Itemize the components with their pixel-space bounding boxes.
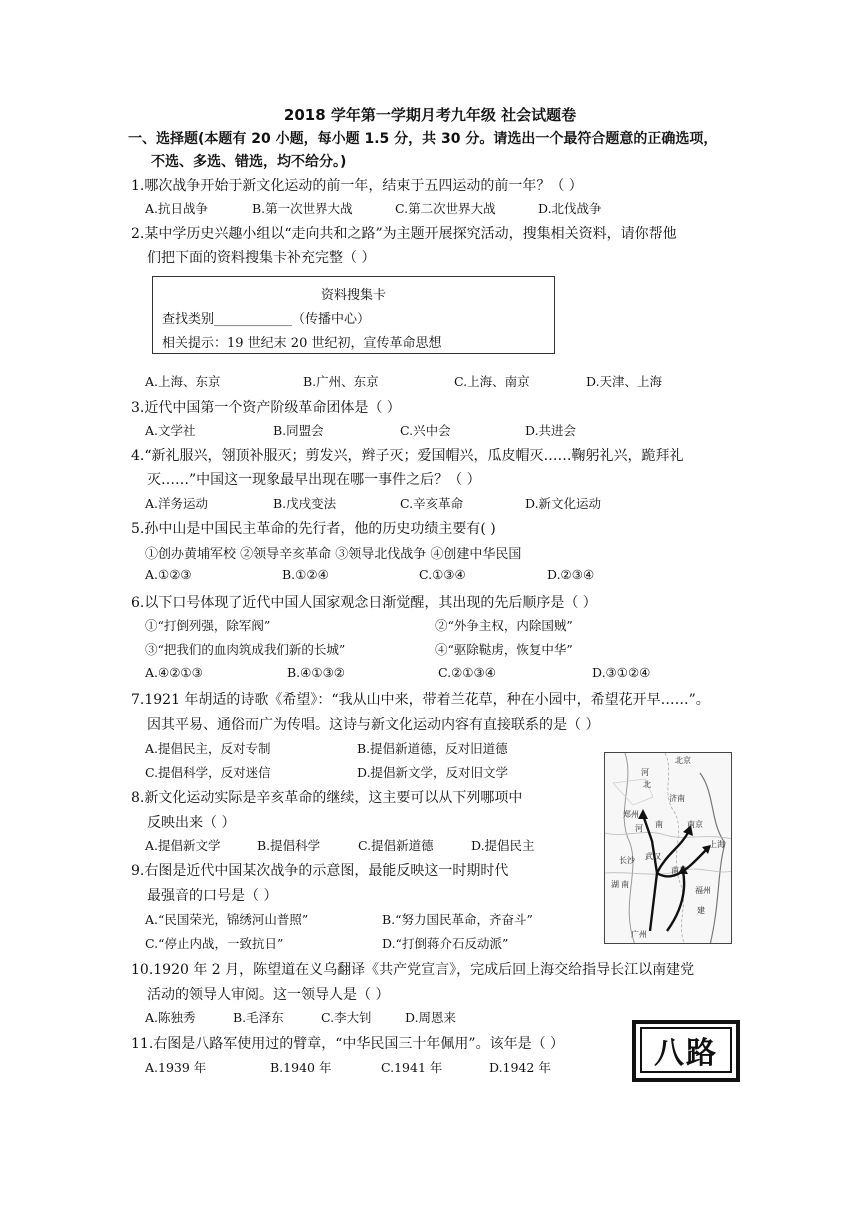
q10-option-d: D.周恩来 (405, 1010, 457, 1025)
q6-option-b: B.④①③② (287, 665, 345, 680)
question-6-stem: 6.以下口号体现了近代中国人国家观念日渐觉醒，其出现的先后顺序是（ ） (131, 595, 597, 611)
section-heading-line1: 一、选择题(本题有 20 小题，每小题 1.5 分，共 30 分。请选出一个最符合题意的正确选项， (128, 131, 718, 147)
q8-option-c: C.提倡新道德 (358, 838, 434, 853)
q10-option-b: B.毛泽东 (233, 1010, 284, 1025)
question-8-stem-line1: 8.新文化运动实际是辛亥革命的继续，这主要可以从下列哪项中 (131, 790, 523, 806)
question-2-stem-line2: 们把下面的资料搜集卡补充完整（ ） (147, 250, 376, 266)
q8-option-d: D.提倡民主 (471, 838, 535, 853)
q5-option-d: D.②③④ (547, 567, 595, 582)
q3-option-c: C.兴中会 (400, 423, 451, 438)
question-10-stem-line2: 活动的领导人审阅。这一领导人是（ ） (147, 987, 390, 1003)
info-card (152, 276, 555, 354)
question-1-stem: 1.哪次战争开始于新文化运动的前一年，结束于五四运动的前一年？（ ） (131, 178, 583, 194)
q1-option-c: C.第二次世界大战 (395, 201, 496, 216)
q3-option-a: A.文学社 (145, 423, 196, 438)
q6-option-d: D.③①②④ (592, 665, 651, 680)
question-8-stem-line2: 反映出来（ ） (147, 815, 236, 831)
info-card-category: 查找类别____________（传播中心） (162, 312, 371, 327)
q4-option-b: B.戊戌变法 (273, 496, 337, 511)
q3-option-b: B.同盟会 (273, 423, 324, 438)
section-heading-line2: 不选、多选、错选，均不给分。) (151, 154, 347, 170)
q10-option-c: C.李大钊 (321, 1010, 372, 1025)
q7-option-b: B.提倡新道德，反对旧道德 (357, 741, 508, 756)
question-7-stem-line2: 因其平易、通俗而广为传唱。这诗与新文化运动内容有直接联系的是（ ） (147, 717, 600, 733)
question-9-stem-line1: 9.右图是近代中国某次战争的示意图，最能反映这一时期时代 (131, 863, 509, 879)
question-4-stem-line2: 灭……”中国这一现象最早出现在哪一事件之后？（ ） (147, 472, 481, 488)
map-label: 广州 (631, 930, 647, 939)
q6-item-1: ①“打倒列强，除军阀” (145, 618, 271, 633)
armband-text: 八路 (654, 1036, 718, 1071)
q5-option-b: B.①②④ (282, 567, 329, 582)
q9-option-a: A.“民国荣光，锦绣河山普照” (145, 912, 309, 927)
question-4-stem-line1: 4.“新礼服兴，翎顶补服灭；剪发兴，辫子灭；爱国帽兴，瓜皮帽灭……鞠躬礼兴，跪拜礼 (131, 448, 684, 464)
q7-option-a: A.提倡民主，反对专制 (145, 741, 271, 756)
q8-option-a: A.提倡新文学 (145, 838, 221, 853)
info-card-hint: 相关提示：19 世纪末 20 世纪初，宣传革命思想 (162, 336, 442, 351)
info-card-title: 资料搜集卡 (320, 288, 386, 303)
question-7-stem-line1: 7.1921 年胡适的诗歌《希望》：“我从山中来，带着兰花草，种在小园中，希望花开早……”。 (131, 692, 710, 708)
northern-expedition-map (604, 752, 732, 944)
q2-option-c: C.上海、南京 (454, 374, 530, 389)
q6-item-4: ④“驱除鞑虏，恢复中华” (435, 642, 573, 657)
map-label: 郑州 (623, 810, 639, 819)
q5-option-c: C.①③④ (419, 567, 466, 582)
q1-option-d: D.北伐战争 (538, 201, 602, 216)
q3-option-d: D.共进会 (525, 423, 577, 438)
map-label: 上海 (709, 840, 725, 849)
q6-item-3: ③“把我们的血肉筑成我们新的长城” (145, 642, 346, 657)
map-label: 福州 (695, 886, 711, 895)
question-11-stem: 11.右图是八路军使用过的臂章，“中华民国三十年佩用”。该年是（ ） (131, 1036, 565, 1052)
q9-option-c: C.“停止内战，一致抗日” (145, 936, 284, 951)
map-label: 武汉 (645, 852, 661, 861)
q8-option-b: B.提倡科学 (257, 838, 321, 853)
map-label: 南 (655, 820, 663, 829)
q2-option-b: B.广州、东京 (303, 374, 379, 389)
map-label: 济南 (669, 794, 685, 803)
q5-option-a: A.①②③ (145, 567, 192, 582)
q4-option-a: A.洋务运动 (145, 496, 209, 511)
q2-option-a: A.上海、东京 (145, 374, 221, 389)
exam-title: 2018 学年第一学期月考九年级 社会试题卷 (283, 106, 577, 124)
map-label: 南京 (687, 820, 703, 829)
q9-option-d: D.“打倒蒋介石反动派” (382, 936, 509, 951)
map-label: 河 (641, 768, 649, 777)
question-9-stem-line2: 最强音的口号是（ ） (147, 888, 278, 904)
q11-option-d: D.1942 年 (489, 1060, 551, 1075)
eighth-route-army-armband (632, 1020, 740, 1082)
q9-option-b: B.“努力国民革命，齐奋斗” (382, 912, 533, 927)
q1-option-a: A.抗日战争 (145, 201, 209, 216)
armband-frame (640, 1027, 732, 1073)
map-label: 长沙 (619, 856, 635, 865)
question-10-stem-line1: 10.1920 年 2 月，陈望道在义乌翻译《共产党宣言》，完成后回上海交给指导长江以南建党 (131, 962, 695, 978)
question-2-stem-line1: 2.某中学历史兴趣小组以“走向共和之路”为主题开展探究活动，搜集相关资料，请你帮他 (131, 226, 677, 242)
q1-option-b: B.第一次世界大战 (252, 201, 353, 216)
q7-option-d: D.提倡新文学，反对旧文学 (357, 765, 509, 780)
q5-items: ①创办黄埔军校 ②领导辛亥革命 ③领导北伐战争 ④创建中华民国 (145, 547, 522, 562)
q11-option-b: B.1940 年 (270, 1060, 332, 1075)
q6-option-c: C.②①③④ (438, 665, 496, 680)
q4-option-c: C.辛亥革命 (400, 496, 464, 511)
q4-option-d: D.新文化运动 (525, 496, 602, 511)
q6-item-2: ②“外争主权，内除国贼” (435, 618, 573, 633)
q6-option-a: A.④②①③ (145, 665, 203, 680)
q11-option-c: C.1941 年 (381, 1060, 443, 1075)
map-label: 南昌 (671, 866, 687, 875)
question-5-stem: 5.孙中山是中国民主革命的先行者，他的历史功绩主要有( ) (131, 521, 496, 537)
map-label: 河 (635, 824, 643, 833)
map-label: 北 (643, 780, 651, 789)
map-label: 南 (621, 880, 629, 889)
question-3-stem: 3.近代中国第一个资产阶级革命团体是（ ） (131, 400, 401, 416)
q10-option-a: A.陈独秀 (145, 1010, 196, 1025)
map-label: 北京 (675, 756, 691, 765)
q2-option-d: D.天津、上海 (586, 374, 663, 389)
q7-option-c: C.提倡科学，反对迷信 (145, 765, 271, 780)
map-label: 湖 (611, 880, 619, 889)
q11-option-a: A.1939 年 (145, 1060, 207, 1075)
map-label: 建 (697, 906, 705, 915)
